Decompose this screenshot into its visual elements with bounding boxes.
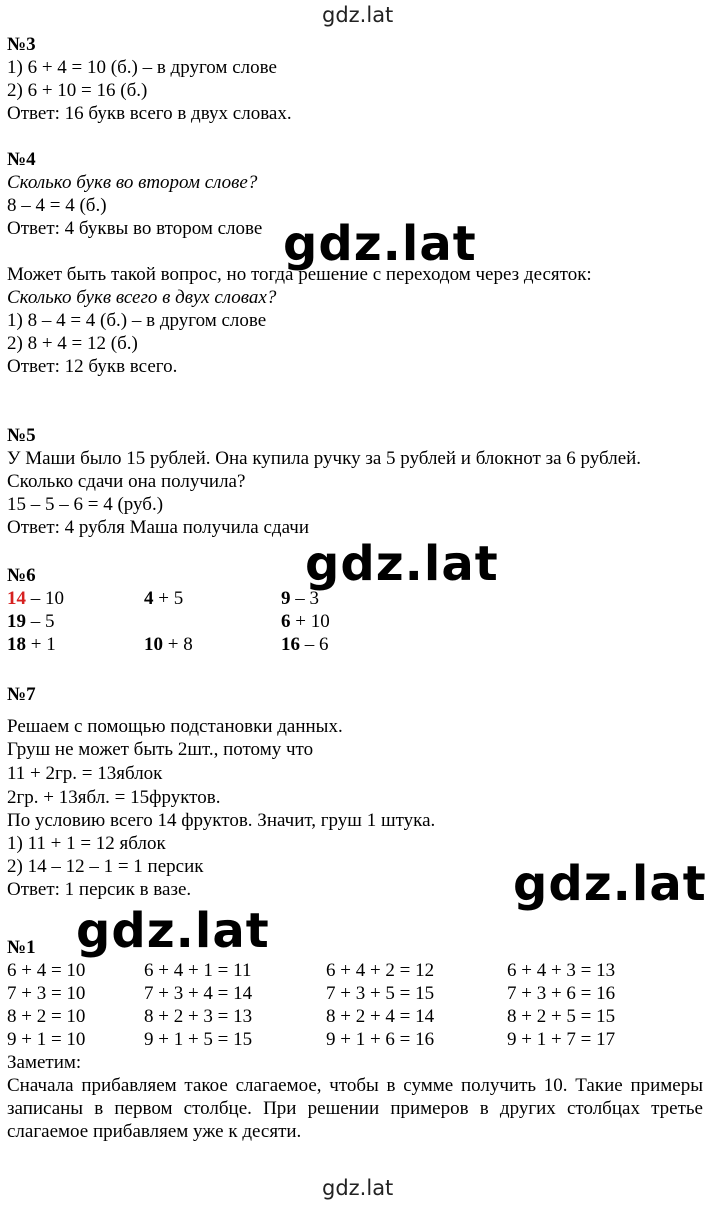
watermark-3: gdz.lat [513, 856, 707, 912]
task-6-op: + 1 [26, 634, 56, 655]
watermark-1: gdz.lat [283, 216, 477, 272]
task-6-op: – 5 [26, 611, 55, 632]
task-6-op: + 10 [290, 611, 330, 632]
task-4-answer-2: Ответ: 12 букв всего. [7, 356, 178, 377]
task-1-title: №1 [7, 937, 36, 958]
task-3-line-1: 1) 6 + 4 = 10 (б.) – в другом слове [7, 57, 277, 78]
task-1-cell: 7 + 3 + 5 = 15 [326, 983, 435, 1004]
task-5-title: №5 [7, 425, 36, 446]
task-1-cell: 6 + 4 + 2 = 12 [326, 960, 435, 981]
task-6-num: 9 [281, 588, 291, 609]
task-3-title: №3 [7, 34, 36, 55]
task-1-cell: 8 + 2 = 10 [7, 1006, 86, 1027]
task-5-line-2: Сколько сдачи она получила? [7, 471, 246, 492]
task-4-line-2: 1) 8 – 4 = 4 (б.) – в другом слове [7, 310, 267, 331]
task-7-line-5: По условию всего 14 фруктов. Значит, груш 1 штука. [7, 810, 436, 831]
task-6-expr [281, 610, 330, 633]
task-1-cell: 7 + 3 + 6 = 16 [507, 983, 616, 1004]
task-1-cell: 7 + 3 = 10 [7, 983, 86, 1004]
task-1-cell: 6 + 4 + 1 = 11 [144, 960, 252, 981]
task-5-line-3: 15 – 5 – 6 = 4 (руб.) [7, 494, 164, 515]
task-4-question-2: Сколько букв всего в двух словах? [7, 287, 277, 308]
task-6-op: – 3 [290, 588, 319, 609]
task-1-cell: 9 + 1 + 6 = 16 [326, 1029, 435, 1050]
task-7-line-1: Решаем с помощью подстановки данных. [7, 716, 343, 737]
task-7-answer: Ответ: 1 персик в вазе. [7, 879, 192, 900]
task-7-title: №7 [7, 684, 36, 705]
task-4-answer: Ответ: 4 буквы во втором слове [7, 218, 263, 239]
task-3-line-2: 2) 6 + 10 = 16 (б.) [7, 80, 148, 101]
task-4-note: Может быть такой вопрос, но тогда решение с переходом через десяток: [7, 264, 592, 285]
task-7-line-6: 1) 11 + 1 = 12 яблок [7, 833, 166, 854]
task-7-line-7: 2) 14 – 12 – 1 = 1 персик [7, 856, 204, 877]
task-1-cell: 9 + 1 + 5 = 15 [144, 1029, 253, 1050]
task-6-expr [281, 633, 329, 656]
task-6-title: №6 [7, 565, 36, 586]
task-6-expr [144, 633, 193, 656]
task-1-cell: 9 + 1 = 10 [7, 1029, 86, 1050]
task-6-op: – 10 [26, 588, 64, 609]
task-5-line-1: У Маши было 15 рублей. Она купила ручку за 5 рублей и блокнот за 6 рублей. [7, 448, 642, 469]
task-1-cell: 6 + 4 + 3 = 13 [507, 960, 616, 981]
task-7-line-4: 2гр. + 13ябл. = 15фруктов. [7, 787, 221, 808]
watermark-2: gdz.lat [305, 536, 499, 592]
task-1-cell: 9 + 1 + 7 = 17 [507, 1029, 616, 1050]
task-6-expr [7, 587, 64, 610]
task-6-num: 16 [281, 634, 300, 655]
task-1-cell: 8 + 2 + 4 = 14 [326, 1006, 435, 1027]
task-1-note: Сначала прибавляем такое слагаемое, чтобы в сумме получить 10. Такие примеры записаны в первом столбце. При решении примеров в других столбцах третье слагаемое прибавляем уже к десяти. [7, 1075, 703, 1142]
task-1-note-label: Заметим: [7, 1052, 82, 1073]
task-4-title: №4 [7, 149, 36, 170]
task-4-question: Сколько букв во втором слове? [7, 172, 258, 193]
task-3-answer: Ответ: 16 букв всего в двух словах. [7, 103, 292, 124]
task-4-line-3: 2) 8 + 4 = 12 (б.) [7, 333, 138, 354]
task-6-num: 19 [7, 611, 26, 632]
task-6-expr [7, 633, 56, 656]
task-5-answer: Ответ: 4 рубля Маша получила сдачи [7, 517, 309, 538]
task-1-cell: 8 + 2 + 5 = 15 [507, 1006, 616, 1027]
watermark-4: gdz.lat [76, 903, 270, 959]
task-6-num: 18 [7, 634, 26, 655]
task-6-op: + 8 [163, 634, 193, 655]
task-6-num: 14 [7, 588, 26, 609]
task-6-num: 4 [144, 588, 154, 609]
task-6-num: 6 [281, 611, 291, 632]
task-1-cell: 6 + 4 = 10 [7, 960, 86, 981]
task-1-cell: 8 + 2 + 3 = 13 [144, 1006, 253, 1027]
task-6-expr [144, 587, 183, 610]
watermark-top: gdz.lat [322, 3, 394, 27]
task-6-num: 10 [144, 634, 163, 655]
task-6-op: – 6 [300, 634, 329, 655]
task-7-line-2: Груш не может быть 2шт., потому что [7, 739, 314, 760]
task-7-line-3: 11 + 2гр. = 13яблок [7, 763, 163, 784]
task-1-cell: 7 + 3 + 4 = 14 [144, 983, 253, 1004]
watermark-bottom: gdz.lat [322, 1176, 394, 1200]
task-4-line-1: 8 – 4 = 4 (б.) [7, 195, 107, 216]
task-6-expr [7, 610, 55, 633]
task-6-op: + 5 [153, 588, 184, 609]
